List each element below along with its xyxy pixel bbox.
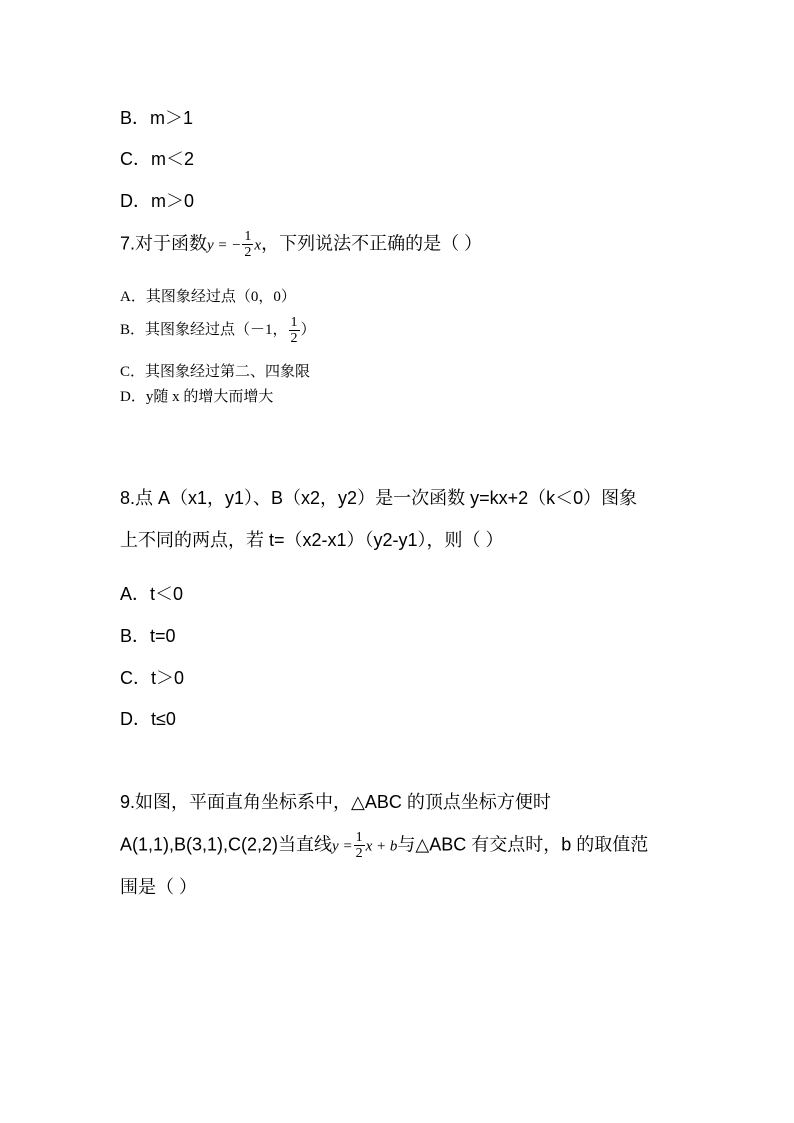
q6-option-d: D．m＞0 [120,191,195,211]
q7-fraction [242,229,253,260]
q7-suffix: ，下列说法不正确的是（ ） [261,233,483,254]
q7-option-b-prefix: B．其图象经过点（－1， [120,321,288,338]
q9-formula-lhs: y = [332,838,353,855]
q9-stem-line3: 围是（ ） [120,877,198,897]
q7-prefix: 7.对于函数 [120,233,208,254]
q8-stem-line2: 上不同的两点，若 t=（x2-x1）（y2-y1），则（ ） [120,530,504,550]
q7-option-a: A．其图象经过点（0，0） [120,289,296,305]
q7-option-b-frac-num: 1 [290,315,298,330]
q7-formula-var: x [254,237,262,254]
q9-formula-rhs: x + b [365,838,398,855]
q8-option-a: A．t＜0 [120,584,184,604]
q9-line2-prefix: A(1,1),B(3,1),C(2,2)当直线 [120,834,333,855]
q8-option-d: D．t≤0 [120,709,176,729]
q7-option-b-fraction [289,315,300,346]
q6-option-b: B．m＞1 [120,108,194,128]
q7-frac-den: 2 [244,245,252,260]
q7-option-b [120,315,316,346]
q8-option-c: C．t＞0 [120,668,185,688]
q7-stem [120,229,482,260]
q8-stem-line1: 8.点 A（x1，y1）、B（x2，y2）是一次函数 y=kx+2（k＜0）图象 [120,488,638,508]
q9-stem-line2 [120,830,648,861]
q9-stem-line1: 9.如图，平面直角坐标系中，△ABC 的顶点坐标方便时 [120,792,551,812]
q6-option-c: C．m＜2 [120,149,195,169]
q7-formula-lhs: y = − [207,237,242,254]
q7-frac-num: 1 [244,229,252,244]
q7-option-b-frac-den: 2 [290,331,298,346]
q7-option-d: D．y随 x 的增大而增大 [120,389,274,405]
q8-option-b: B．t=0 [120,626,176,646]
q9-line2-suffix: 与△ABC 有交点时，b 的取值范 [397,834,649,855]
q7-option-c: C．其图象经过第二、四象限 [120,364,311,380]
q9-frac-num: 1 [355,830,363,845]
q9-frac-den: 2 [355,846,363,861]
q9-fraction [354,830,365,861]
q7-option-b-suffix: ） [300,321,316,338]
